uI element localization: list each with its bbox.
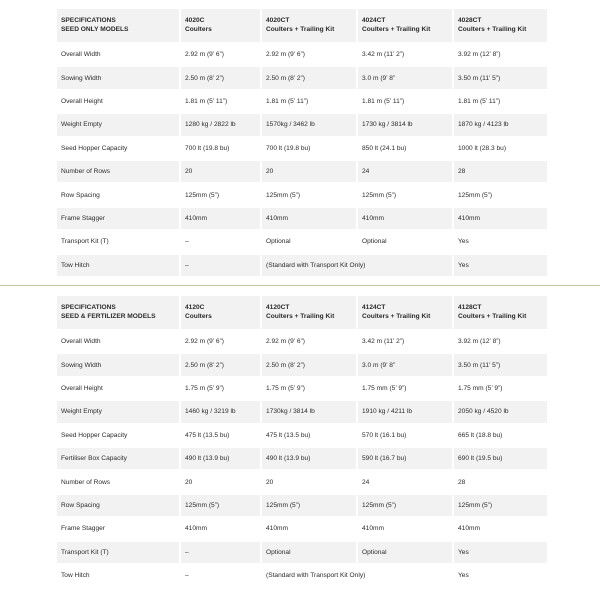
header-subtitle: Coulters + Trailing Kit — [266, 26, 335, 33]
row-label: Weight Empty — [57, 401, 181, 422]
header-model-cell — [454, 9, 547, 42]
table-row — [57, 91, 547, 114]
table-row — [57, 448, 547, 471]
row-label: Transport Kit (T) — [57, 231, 181, 252]
row-label: Tow Hitch — [57, 565, 181, 586]
row-label: Fertiliser Box Capacity — [57, 448, 181, 469]
value-cell: 20 — [181, 161, 262, 182]
value-cell: 125mm (5”) — [262, 495, 358, 516]
value-cell: 2.92 m (9’ 6”) — [181, 331, 262, 352]
header-subtitle: Coulters + Trailing Kit — [362, 26, 431, 33]
value-cell: 1460 kg / 3219 lb — [181, 401, 262, 422]
table-row — [57, 378, 547, 401]
value-cell: Optional — [262, 542, 358, 563]
table-row — [57, 255, 547, 278]
value-cell: 125mm (5”) — [458, 191, 493, 199]
value-cell: 28 — [458, 478, 466, 486]
value-cell: 1000 lt (28.3 bu) — [458, 144, 507, 152]
header-title: 4124CT — [362, 304, 386, 311]
value-cell: 3.92 m (12’ 8”) — [458, 51, 501, 59]
value-cell: 1.75 mm (5’ 9”) — [458, 384, 503, 392]
table-row — [57, 565, 547, 588]
table-row — [57, 114, 547, 137]
value-cell: 1.75 mm (5’ 9”) — [358, 378, 454, 399]
value-cell: 1870 kg / 4123 lb — [458, 121, 509, 129]
value-cell: Yes — [458, 238, 469, 246]
value-cell: 3.42 m (11’ 2”) — [358, 44, 454, 65]
value-cell: 2.50 m (8’ 2”) — [262, 67, 358, 88]
table-row — [57, 518, 547, 541]
value-cell: 410mm — [358, 518, 454, 539]
merged-value-cell: (Standard with Transport Kit Only) — [262, 255, 454, 276]
row-label: Frame Stagger — [57, 518, 181, 539]
header-title: 4120C — [185, 304, 205, 311]
value-cell: 3.42 m (11’ 2”) — [358, 331, 454, 352]
header-model-cell — [181, 296, 262, 329]
table-row — [57, 471, 547, 494]
row-label: Overall Height — [57, 378, 181, 399]
row-label: Weight Empty — [57, 114, 181, 135]
value-cell: 20 — [262, 161, 358, 182]
header-title: 4120CT — [266, 304, 290, 311]
header-subtitle: Coulters + Trailing Kit — [266, 313, 335, 320]
table-row — [57, 231, 547, 254]
value-cell: 690 lt (19.5 bu) — [458, 455, 503, 463]
value-cell: 24 — [358, 161, 454, 182]
row-label: Overall Height — [57, 91, 181, 112]
header-title: 4020C — [185, 17, 205, 24]
value-cell: 410mm — [181, 208, 262, 229]
header-subtitle: Coulters — [185, 313, 212, 320]
value-cell: Optional — [358, 231, 454, 252]
value-cell: 28 — [458, 168, 466, 176]
value-cell: 700 lt (19.8 bu) — [181, 138, 262, 159]
value-cell: 3.0 m (9’ 8” — [358, 67, 454, 88]
value-cell: – — [181, 231, 262, 252]
value-cell: 1.81 m (5’ 11”) — [262, 91, 358, 112]
value-cell: 125mm (5”) — [358, 184, 454, 205]
value-cell: – — [181, 565, 262, 586]
row-label: Row Spacing — [57, 495, 181, 516]
header-model-cell — [181, 9, 262, 42]
table-row — [57, 44, 547, 67]
header-title: 4028CT — [458, 17, 482, 24]
value-cell: Optional — [358, 542, 454, 563]
row-label: Frame Stagger — [57, 208, 181, 229]
value-cell: 3.92 m (12’ 8”) — [458, 338, 501, 346]
value-cell: 3.50 m (11’ 5”) — [458, 74, 501, 82]
value-cell: 570 lt (16.1 bu) — [358, 425, 454, 446]
value-cell: 2.92 m (9’ 6”) — [181, 44, 262, 65]
value-cell: – — [181, 542, 262, 563]
header-subtitle: Coulters + Trailing Kit — [362, 313, 431, 320]
table-header-row — [57, 296, 547, 331]
row-label: Number of Rows — [57, 161, 181, 182]
row-label: Row Spacing — [57, 184, 181, 205]
value-cell: 490 lt (13.9 bu) — [181, 448, 262, 469]
value-cell: 1.75 m (5’ 9”) — [181, 378, 262, 399]
seed-only-spec-table — [57, 9, 547, 278]
seed-fertilizer-spec-table — [57, 296, 547, 588]
value-cell: 1730 kg / 3814 lb — [358, 114, 454, 135]
value-cell: Yes — [458, 548, 469, 556]
value-cell: 410mm — [458, 214, 480, 222]
value-cell: 475 lt (13.5 bu) — [262, 425, 358, 446]
table-row — [57, 425, 547, 448]
value-cell: 475 lt (13.5 bu) — [181, 425, 262, 446]
table-row — [57, 138, 547, 161]
value-cell: 1.81 m (5’ 11”) — [181, 91, 262, 112]
table-row — [57, 67, 547, 90]
header-subtitle: Coulters — [185, 26, 212, 33]
value-cell: 20 — [262, 471, 358, 492]
table-header-row — [57, 9, 547, 44]
table-row — [57, 401, 547, 424]
value-cell: 24 — [358, 471, 454, 492]
row-label: Overall Width — [57, 331, 181, 352]
value-cell: 1.81 m (5’ 11”) — [358, 91, 454, 112]
header-subtitle: SEED & FERTILIZER MODELS — [61, 313, 156, 320]
value-cell: 3.0 m (9’ 8” — [358, 354, 454, 375]
table-row — [57, 542, 547, 565]
value-cell: 2.50 m (8’ 2”) — [181, 354, 262, 375]
row-label: Sowing Width — [57, 67, 181, 88]
header-model-cell — [262, 9, 358, 42]
value-cell: Yes — [458, 261, 469, 269]
value-cell: 410mm — [358, 208, 454, 229]
row-label: Transport Kit (T) — [57, 542, 181, 563]
row-label: Number of Rows — [57, 471, 181, 492]
header-subtitle: Coulters + Trailing Kit — [458, 313, 527, 320]
value-cell: 125mm (5”) — [358, 495, 454, 516]
value-cell: Optional — [262, 231, 358, 252]
header-subtitle: SEED ONLY MODELS — [61, 26, 129, 33]
value-cell: 2.50 m (8’ 2”) — [181, 67, 262, 88]
value-cell: 20 — [181, 471, 262, 492]
value-cell: 1.75 m (5’ 9”) — [262, 378, 358, 399]
value-cell: 2.50 m (8’ 2”) — [262, 354, 358, 375]
header-model-cell — [358, 296, 454, 329]
value-cell: 665 lt (18.8 bu) — [458, 431, 503, 439]
header-title: SPECIFICATIONS — [61, 17, 116, 24]
value-cell: 2.92 m (9’ 6”) — [262, 44, 358, 65]
value-cell: 1570kg / 3462 lb — [262, 114, 358, 135]
value-cell: 1730kg / 3814 lb — [262, 401, 358, 422]
table-row — [57, 184, 547, 207]
table-row — [57, 331, 547, 354]
header-subtitle: Coulters + Trailing Kit — [458, 26, 527, 33]
value-cell: 850 lt (24.1 bu) — [358, 138, 454, 159]
value-cell: 2.92 m (9’ 6”) — [262, 331, 358, 352]
table-row — [57, 354, 547, 377]
table-row — [57, 495, 547, 518]
header-title: SPECIFICATIONS — [61, 304, 116, 311]
row-label: Seed Hopper Capacity — [57, 138, 181, 159]
value-cell: 2050 kg / 4520 lb — [458, 408, 509, 416]
value-cell: 590 lt (16.7 bu) — [358, 448, 454, 469]
header-specifications-cell — [57, 296, 181, 329]
value-cell: 410mm — [181, 518, 262, 539]
header-title: 4024CT — [362, 17, 386, 24]
value-cell: 410mm — [262, 518, 358, 539]
value-cell: 410mm — [458, 525, 480, 533]
table-row — [57, 208, 547, 231]
header-model-cell — [262, 296, 358, 329]
header-specifications-cell — [57, 9, 181, 42]
value-cell: 1.81 m (5’ 11”) — [458, 97, 501, 105]
value-cell: 3.50 m (11’ 5”) — [458, 361, 501, 369]
value-cell: 125mm (5”) — [181, 495, 262, 516]
value-cell: 490 lt (13.9 bu) — [262, 448, 358, 469]
header-model-cell — [358, 9, 454, 42]
header-title: 4020CT — [266, 17, 290, 24]
value-cell: – — [181, 255, 262, 276]
value-cell: Yes — [458, 572, 469, 580]
value-cell: 125mm (5”) — [458, 501, 493, 509]
header-model-cell — [454, 296, 547, 329]
value-cell: 125mm (5”) — [262, 184, 358, 205]
header-title: 4128CT — [458, 304, 482, 311]
value-cell: 700 lt (19.8 bu) — [262, 138, 358, 159]
row-label: Seed Hopper Capacity — [57, 425, 181, 446]
value-cell: 1280 kg / 2822 lb — [181, 114, 262, 135]
value-cell: 125mm (5”) — [181, 184, 262, 205]
value-cell: 1910 kg / 4211 lb — [358, 401, 454, 422]
table-row — [57, 161, 547, 184]
section-divider — [0, 285, 600, 286]
merged-value-cell: (Standard with Transport Kit Only) — [262, 565, 454, 586]
row-label: Sowing Width — [57, 354, 181, 375]
row-label: Overall Width — [57, 44, 181, 65]
value-cell: 410mm — [262, 208, 358, 229]
row-label: Tow Hitch — [57, 255, 181, 276]
